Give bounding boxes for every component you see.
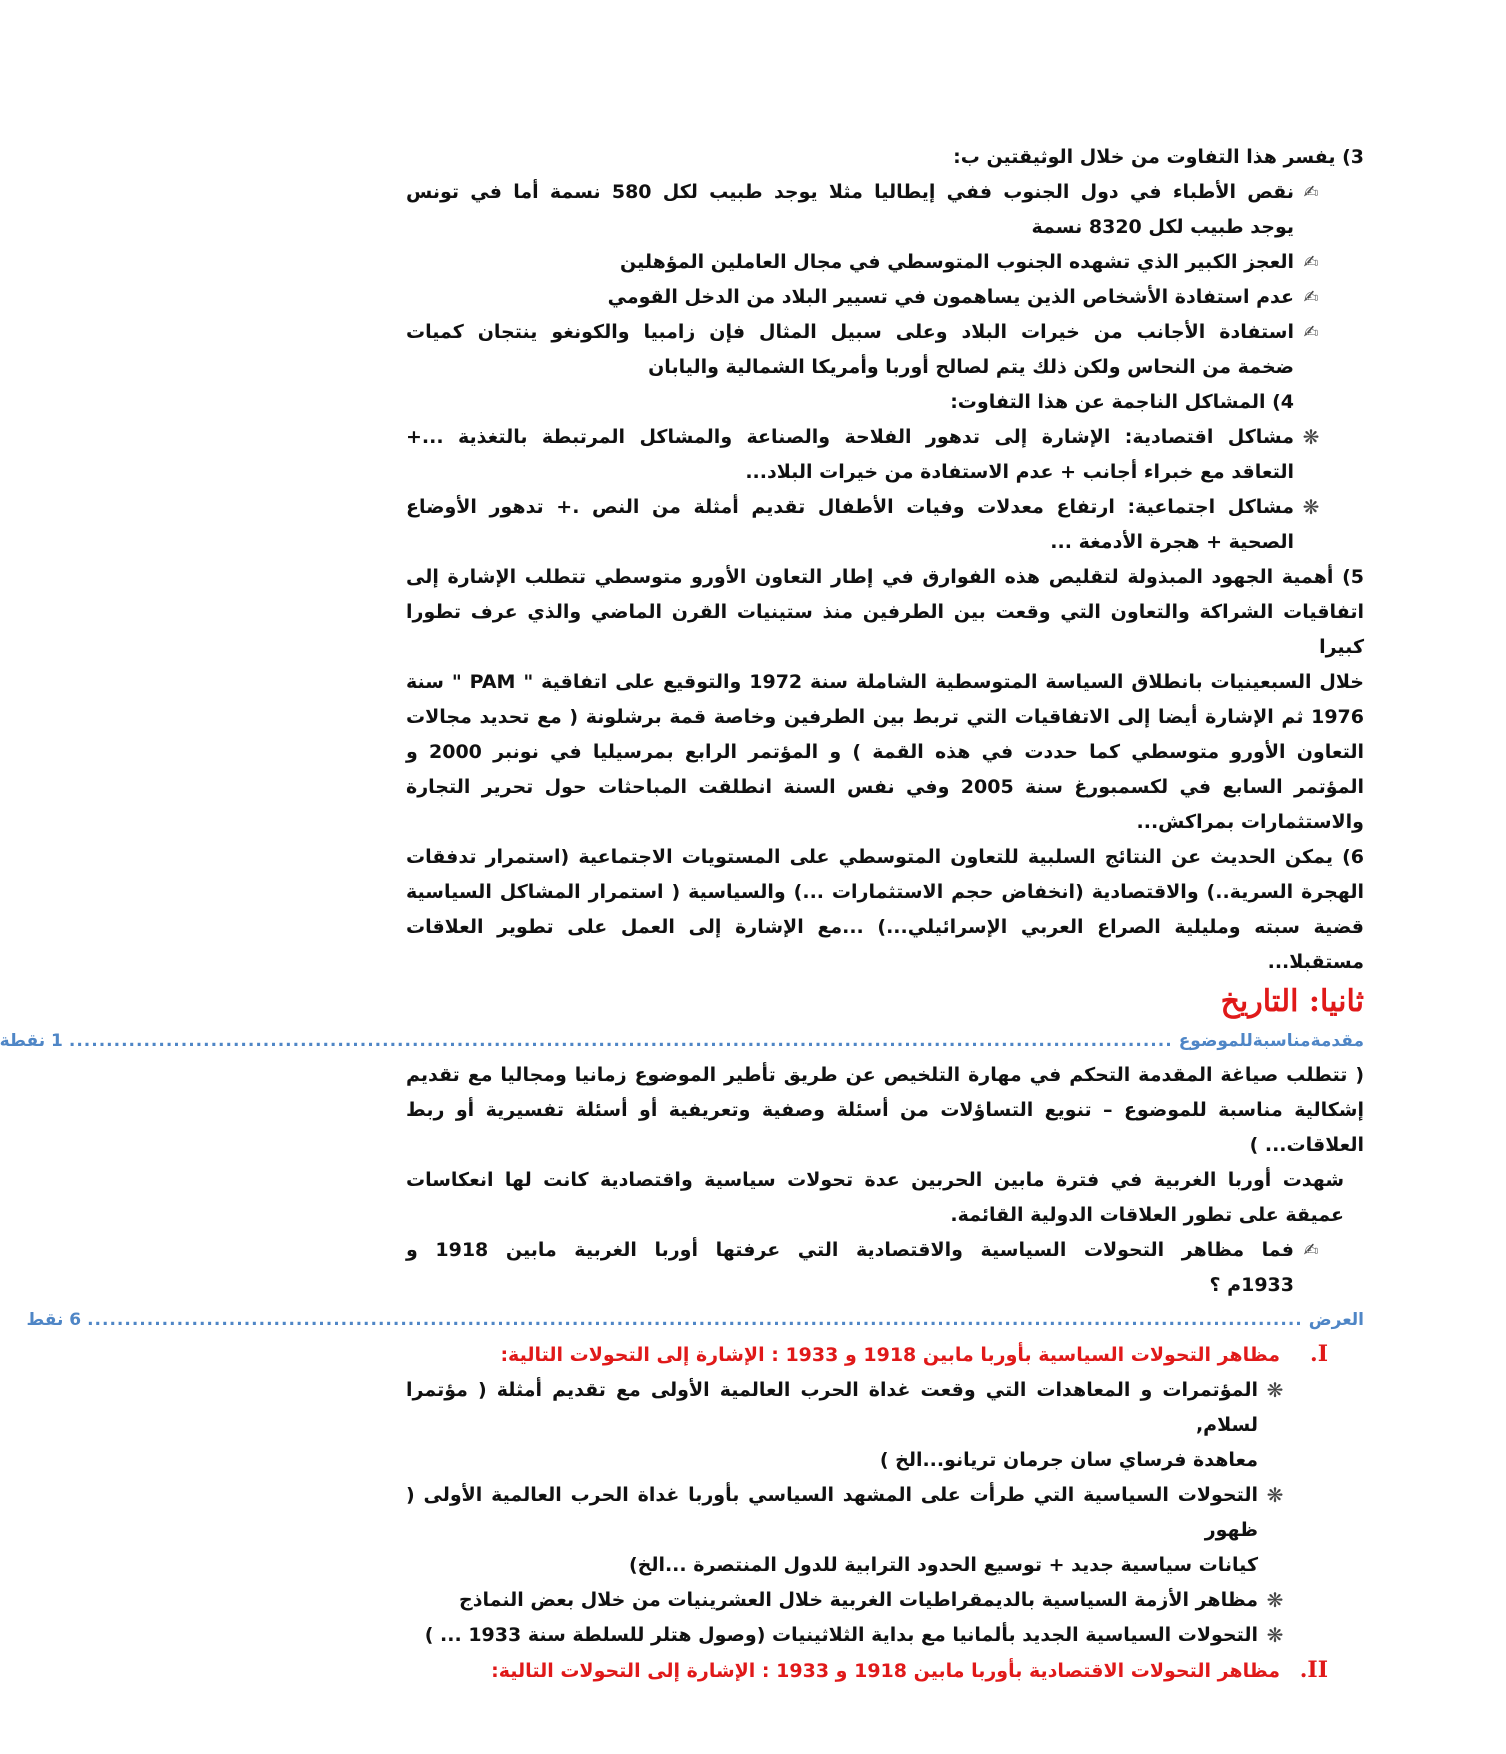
q6-paragraph — [406, 840, 1364, 980]
pencil-bullet-icon: ✍ — [1303, 322, 1319, 343]
section-1-bullet-1-line-2: معاهدة فرساي سان جرمان تريانو...الخ ) — [879, 1449, 1258, 1471]
section-1-bullet-3 — [406, 1583, 1364, 1618]
q5-line-7: والاستثمارات بمراكش... — [1136, 811, 1364, 833]
section-1-numeral: I. — [1310, 1341, 1328, 1367]
q5-line-2: اتفاقيات الشراكة والتعاون التي وقعت بين الطرفين منذ ستينيات القرن الماضي والذي عرف تطورا كبيرا — [406, 601, 1364, 658]
body-label-text: العرض — [1308, 1310, 1364, 1330]
intro-label-dots: .................................................................................................................................................... — [68, 1031, 1173, 1051]
q5-line-3: خلال السبعينيات بانطلاق السياسة المتوسطية الشاملة سنة 1972 والتوقيع على اتفاقية " PAM " سنة — [406, 671, 1364, 693]
q3-bullet-1-line-1: نقص الأطباء في دول الجنوب ففي إيطاليا مثلا يوجد طبيب لكل 580 نسمة أما في تونس — [406, 181, 1294, 203]
q3-bullet-3 — [406, 280, 1364, 315]
star-bullet-icon: ❋ — [1302, 495, 1320, 519]
q5-line-6: المؤتمر السابع في لكسمبورغ سنة 2005 وفي نفس السنة انطلقت المباحثات حول تحرير التجارة — [406, 776, 1365, 798]
section-1-title — [406, 1337, 1364, 1373]
intro-text — [406, 1163, 1364, 1233]
intro-question-line-2: 1933م ؟ — [1209, 1274, 1294, 1296]
q3-bullet-2-line-1: العجز الكبير الذي تشهده الجنوب المتوسطي في مجال العاملين المؤهلين — [620, 251, 1294, 273]
intro-instruction-line-3: العلاقات... ) — [1249, 1134, 1364, 1156]
q4-bullet-2-line-2: الصحية + هجرة الأدمغة ... — [1050, 531, 1294, 553]
q3-bullet-4-line-2: ضخمة من النحاس ولكن ذلك يتم لصالح أوربا وأمريكا الشمالية واليابان — [648, 356, 1294, 378]
pencil-bullet-icon: ✍ — [1303, 252, 1319, 273]
q4-bullet-1 — [406, 420, 1364, 490]
intro-question — [406, 1233, 1364, 1303]
section-1-bullet-2-line-1: التحولات السياسية التي طرأت على المشهد السياسي بأوربا غداة الحرب العالمية الأولى ( ظهور — [406, 1484, 1258, 1541]
pencil-bullet-icon: ✍ — [1303, 182, 1319, 203]
section-1-bullet-3-line-1: مظاهر الأزمة السياسية بالديمقراطيات الغربية خلال العشرينيات من خلال بعض النماذج — [459, 1589, 1258, 1611]
section-1-bullet-2-line-2: كيانات سياسية جديد + توسيع الحدود الترابية للدول المنتصرة ...الخ) — [628, 1554, 1258, 1576]
q4-bullet-2 — [406, 490, 1364, 560]
q6-line-2: الهجرة السرية..) والاقتصادية (انخفاض حجم الاستثمارات ...) والسياسية ( استمرار المشاكل السياسية — [406, 881, 1364, 903]
body-label-dots: ................................................................................................................................................................... — [87, 1310, 1303, 1330]
section-2-title — [406, 1653, 1364, 1689]
pencil-bullet-icon: ✍ — [1303, 1240, 1319, 1261]
intro-label-text: مقدمةمناسبةللموضوع — [1178, 1031, 1364, 1051]
star-bullet-icon: ❋ — [1302, 425, 1320, 449]
intro-text-line-1: شهدت أوربا الغربية في فترة مابين الحربين عدة تحولات سياسية واقتصادية كانت لها انعكاسات — [406, 1169, 1344, 1191]
section-1-title-text: مظاهر التحولات السياسية بأوربا مابين 1918 و 1933 : الإشارة إلى التحولات التالية: — [500, 1344, 1280, 1366]
q5-line-1: 5) أهمية الجهود المبذولة لتقليص هذه الفوارق في إطار التعاون الأورو متوسطي تتطلب الإشارة إلى — [406, 566, 1364, 588]
q4-bullet-2-line-1: مشاكل اجتماعية: ارتفاع معدلات وفيات الأطفال تقديم أمثلة من النص .+ تدهور الأوضاع — [406, 496, 1294, 518]
q6-line-1: 6) يمكن الحديث عن النتائج السلبية للتعاون المتوسطي على المستويات الاجتماعية (استمرار تدفقات — [406, 846, 1364, 868]
intro-instruction-line-2: إشكالية مناسبة للموضوع – تنويع التساؤلات من أسئلة وصفية وتعريفية أو أسئلة تفسيرية أو ربط — [406, 1099, 1364, 1121]
q3-bullet-4-line-1: استفادة الأجانب من خيرات البلاد وعلى سبيل المثال فإن زامبيا والكونغو ينتجان كميات — [406, 321, 1294, 343]
body-points: 6 نقط — [26, 1310, 82, 1330]
intro-text-line-2: عميقة على تطور العلاقات الدولية القائمة. — [950, 1204, 1344, 1226]
star-bullet-icon: ❋ — [1266, 1623, 1284, 1647]
section-1-bullet-4 — [406, 1618, 1364, 1653]
history-heading: ثانيا: التاريخ — [1220, 984, 1364, 1019]
q3-bullet-3-line-1: عدم استفادة الأشخاص الذين يساهمون في تسيير البلاد من الدخل القومي — [607, 286, 1294, 308]
q5-line-4: 1976 ثم الإشارة أيضا إلى الاتفاقيات التي تربط بين الطرفين وخاصة قمة برشلونة ( مع تحديد مجالات — [406, 706, 1364, 728]
body-section-label — [26, 1303, 1364, 1337]
q6-line-3: قضية سبته ومليلية الصراع العربي الإسرائيلي...) ...مع الإشارة إلى العمل على تطوير العلاقات مستقبلا... — [406, 916, 1364, 973]
section-1-bullet-1-line-1: المؤتمرات و المعاهدات التي وقعت غداة الحرب العالمية الأولى مع تقديم أمثلة ( مؤتمرا لسلام, — [406, 1379, 1258, 1436]
q3-bullet-2 — [406, 245, 1364, 280]
q3-intro: 3) يفسر هذا التفاوت من خلال الوثيقتين ب: — [953, 146, 1364, 168]
star-bullet-icon: ❋ — [1266, 1378, 1284, 1402]
intro-instruction — [406, 1058, 1364, 1163]
section-1-bullet-1 — [406, 1373, 1364, 1478]
q4-bullet-1-line-1: مشاكل اقتصادية: الإشارة إلى تدهور الفلاحة والصناعة والمشاكل المرتبطة بالتغذية ...+ — [406, 426, 1294, 448]
q4-bullet-1-line-2: التعاقد مع خبراء أجانب + عدم الاستفادة من خيرات البلاد... — [745, 461, 1294, 483]
intro-points: 1 نقطة — [0, 1031, 63, 1051]
q3-bullet-1 — [406, 175, 1364, 245]
q4-intro: 4) المشاكل الناجمة عن هذا التفاوت: — [950, 391, 1294, 413]
pencil-bullet-icon: ✍ — [1303, 287, 1319, 308]
intro-instruction-line-1: ( تتطلب صياغة المقدمة التحكم في مهارة التلخيص عن طريق تأطير الموضوع زمانيا ومجاليا مع تقديم — [406, 1064, 1364, 1086]
section-1-bullet-2 — [406, 1478, 1364, 1583]
star-bullet-icon: ❋ — [1266, 1588, 1284, 1612]
intro-question-line-1: فما مظاهر التحولات السياسية والاقتصادية التي عرفتها أوربا الغربية مابين 1918 و — [406, 1239, 1294, 1261]
q3-bullet-1-line-2: يوجد طبيب لكل 8320 نسمة — [1031, 216, 1294, 238]
q5-paragraph — [406, 560, 1364, 840]
intro-section-label — [0, 1024, 1364, 1058]
star-bullet-icon: ❋ — [1266, 1483, 1284, 1507]
section-2-numeral: II. — [1299, 1657, 1328, 1683]
section-1-bullet-4-line-1: التحولات السياسية الجديد بألمانيا مع بداية الثلاثينيات (وصول هتلر للسلطة سنة 1933 ... ) — [424, 1624, 1258, 1646]
section-2-title-text: مظاهر التحولات الاقتصادية بأوربا مابين 1918 و 1933 : الإشارة إلى التحولات التالية: — [491, 1660, 1280, 1682]
q3-bullet-4 — [406, 315, 1364, 385]
q5-line-5: التعاون الأورو متوسطي كما حددت في هذه القمة ) و المؤتمر الرابع بمرسيليا في نونبر 2000 و — [406, 741, 1364, 763]
